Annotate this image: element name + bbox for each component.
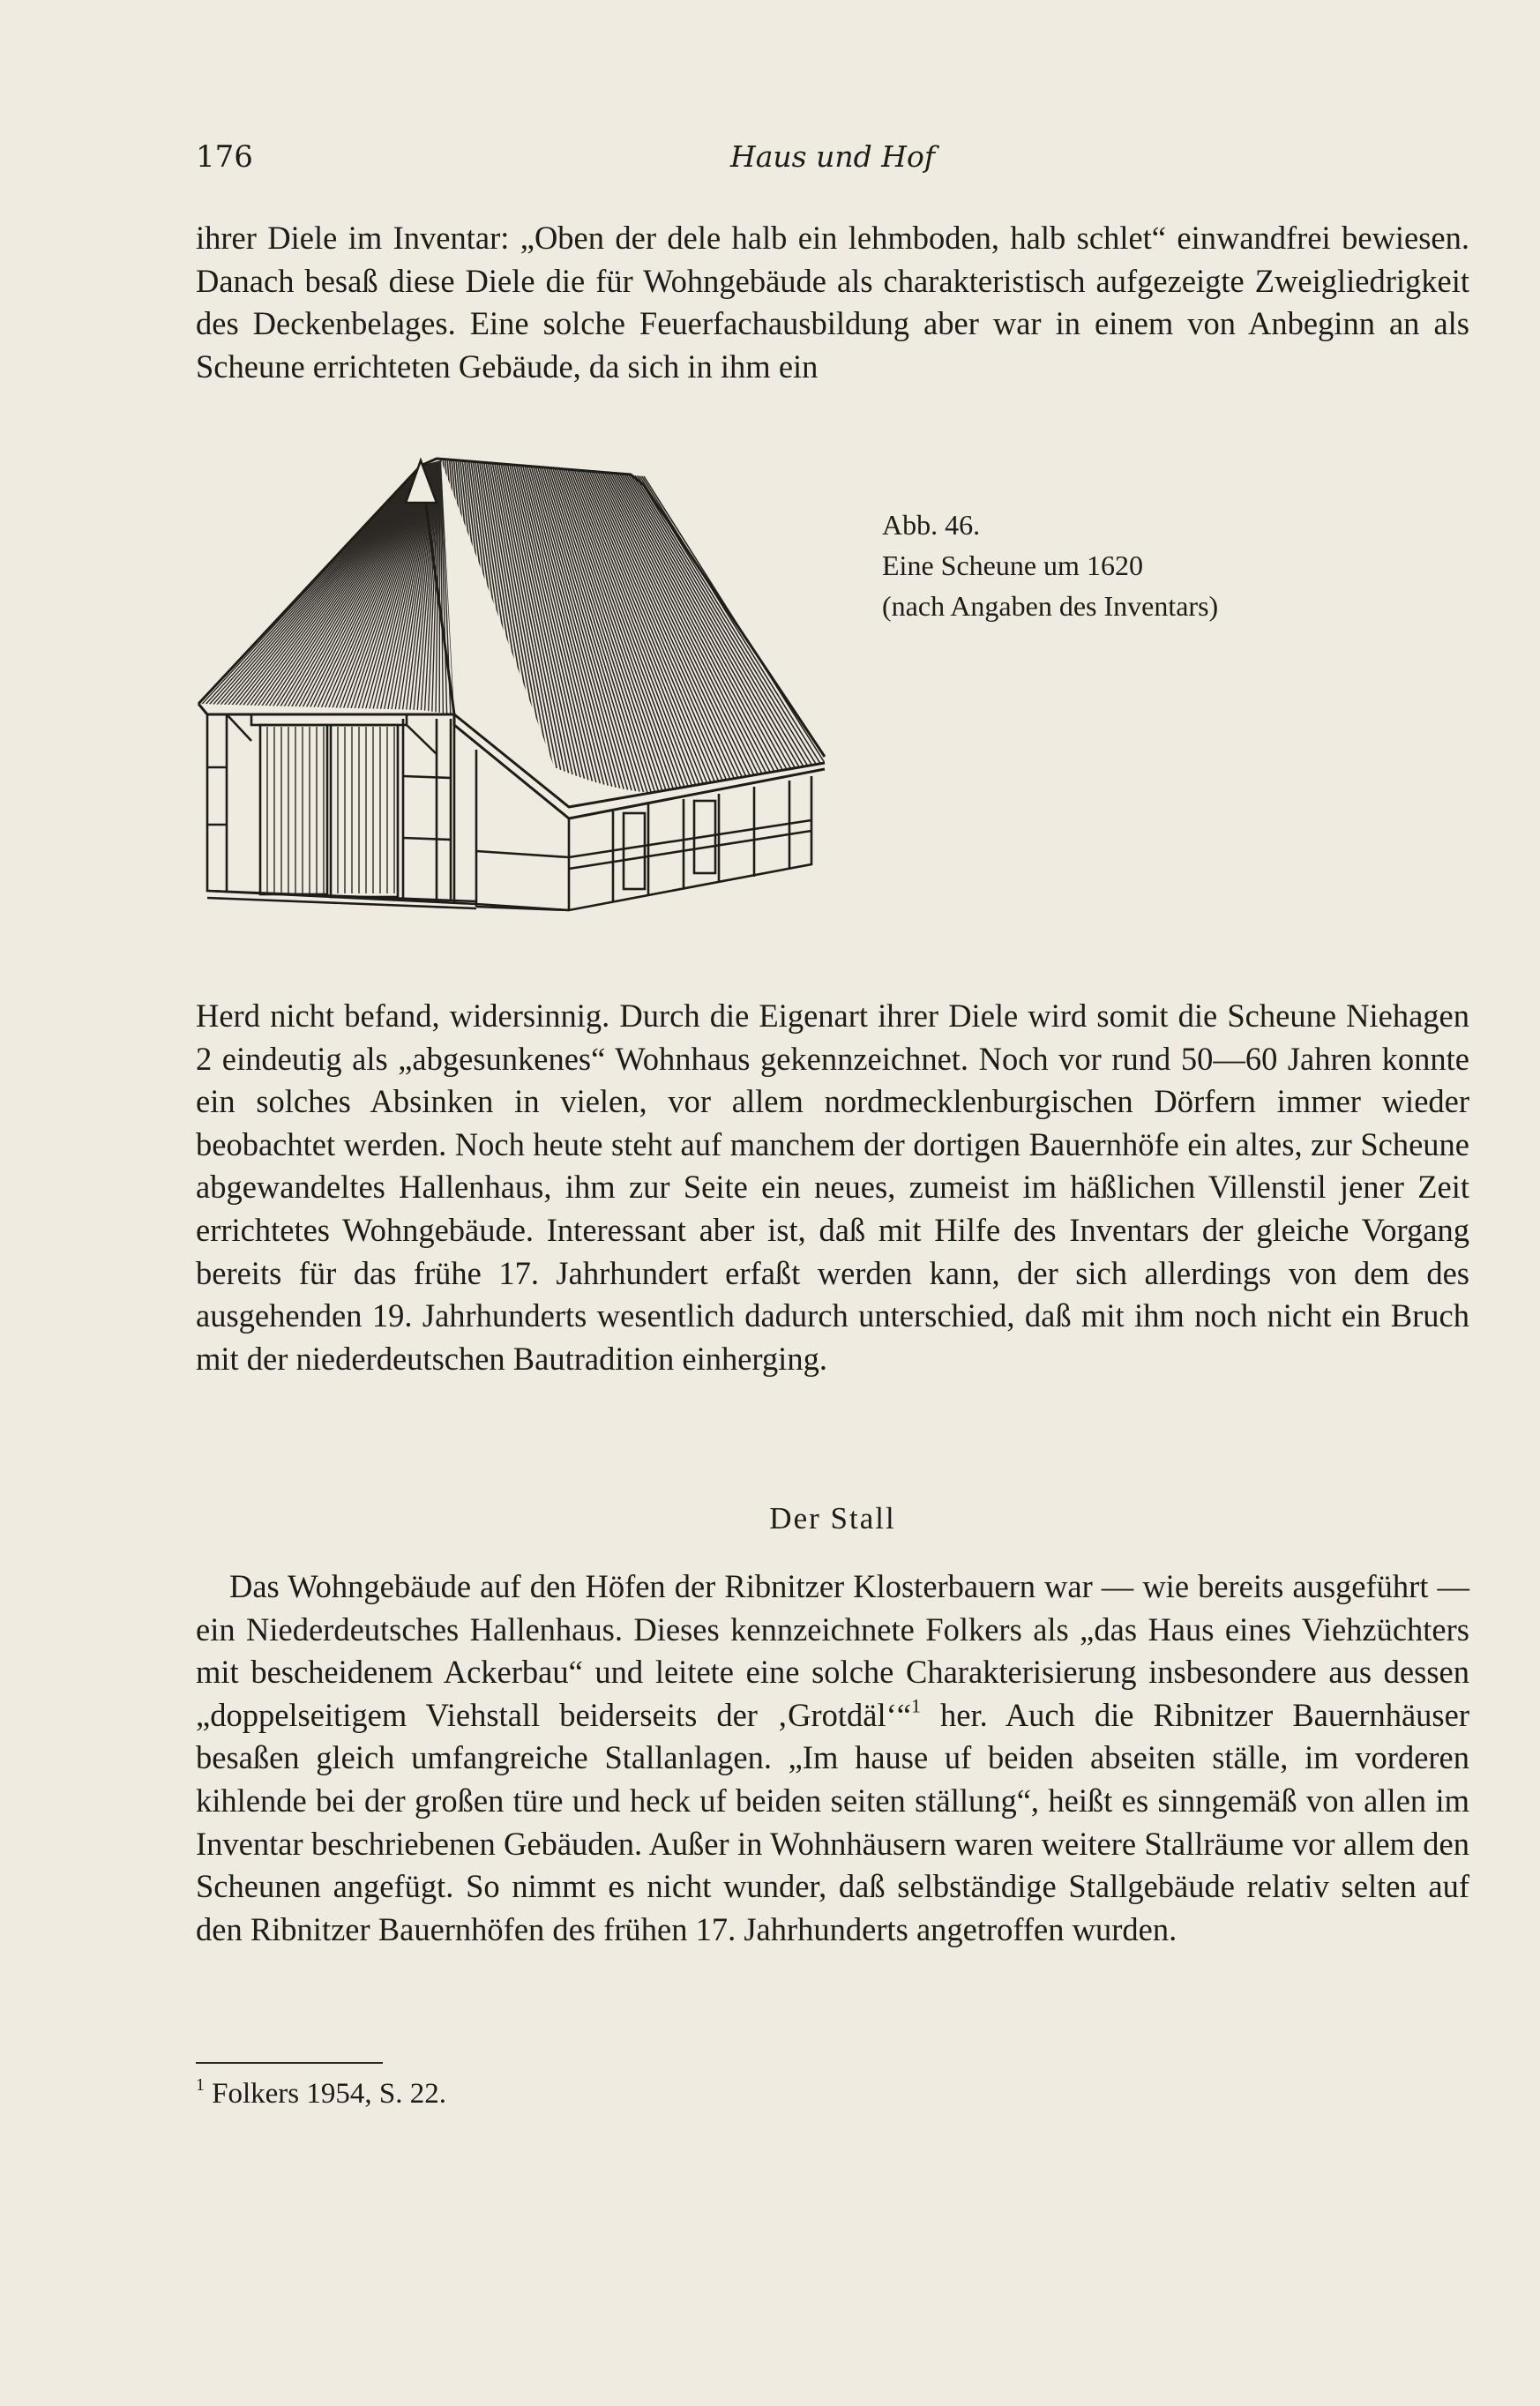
figure-caption-line-2: (nach Angaben des Inventars) <box>882 590 1219 622</box>
footnote-text: Folkers 1954, S. 22. <box>204 2078 446 2110</box>
paragraph-3-text-b: her. Auch die Ribnitzer Bauernhäuser besaßen gleich umfangreiche Stallanlagen. „Im hause uf beiden abseiten ställe, im vorderen kihlende bei der großen türe und heck uf beiden seiten ställung“, heißt es sinngemäß von allen im Inventar beschriebenen Gebäuden. Außer in Wohnhäusern waren weitere Stallräume vor allem den Scheunen angefügt. So nimmt es nicht wunder, daß selbständige Stallgebäude relativ selten auf den Ribnitzer Bauernhöfen des frühen 17. Jahrhunderts angetroffen wurden. <box>196 1696 1469 1947</box>
footnote-reference: 1 <box>911 1694 921 1717</box>
paragraph-3 <box>196 1565 1469 1951</box>
running-title: Haus und Hof <box>729 139 936 174</box>
paragraph-3-text-a: Das Wohngebäude auf den Höfen der Ribnitzer Klosterbauern war — wie bereits ausgeführt — ein Niederdeutsches Hallenhaus. Dieses kennzeichnete Folkers als „das Haus eines Viehzüchters mit bescheidenem Ackerbau“ und leitete eine solche Charakterisierung insbesondere aus dessen „doppelseitigem Viehstall beiderseits der ‚Grotdäl‘“ <box>196 1568 1469 1733</box>
page-number: 176 <box>196 139 253 175</box>
paragraph-1: ihrer Diele im Inventar: „Oben der dele halb ein lehmboden, halb schlet“ einwandfrei bewiesen. Danach besaß diese Diele die für Wohngebäude als charakteristisch aufgezeigte Zweigliedrigkeit des Deckenbelages. Eine solche Feuerfachausbildung aber war in einem von Anbeginn an als Scheune errichteten Gebäude, da sich in ihm ein <box>196 220 1469 385</box>
figure-caption <box>882 504 1341 626</box>
figure-label: Abb. 46. <box>882 509 981 541</box>
barn-illustration <box>190 450 838 917</box>
footnote <box>196 2075 446 2111</box>
figure-caption-line-1: Eine Scheune um 1620 <box>882 549 1143 581</box>
footnote-marker: 1 <box>196 2075 205 2096</box>
section-heading: Der Stall <box>769 1501 896 1536</box>
page-header <box>196 139 1469 183</box>
paragraph-2: Herd nicht befand, widersinnig. Durch die Eigenart ihrer Diele wird somit die Scheune Niehagen 2 eindeutig als „abgesunkenes“ Wohnhaus gekennzeichnet. Noch vor rund 50—60 Jahren konnte ein solches Absinken in vielen, vor allem nordmecklenburgischen Dörfern immer wieder beobachtet werden. Noch heute steht auf manchem der dortigen Bauernhöfe ein altes, zur Scheune abgewandeltes Hallenhaus, ihm zur Seite ein neues, zumeist im häßlichen Villenstil jener Zeit errichtetes Wohngebäude. Interessant aber ist, daß mit Hilfe des Inventars der gleiche Vorgang bereits für das frühe 17. Jahrhundert erfaßt werden kann, der sich allerdings von dem des ausgehenden 19. Jahrhunderts wesentlich dadurch unterschied, daß mit ihm noch nicht ein Bruch mit der niederdeutschen Bautradition einherging. <box>196 998 1469 1377</box>
footnote-rule <box>196 2062 383 2064</box>
